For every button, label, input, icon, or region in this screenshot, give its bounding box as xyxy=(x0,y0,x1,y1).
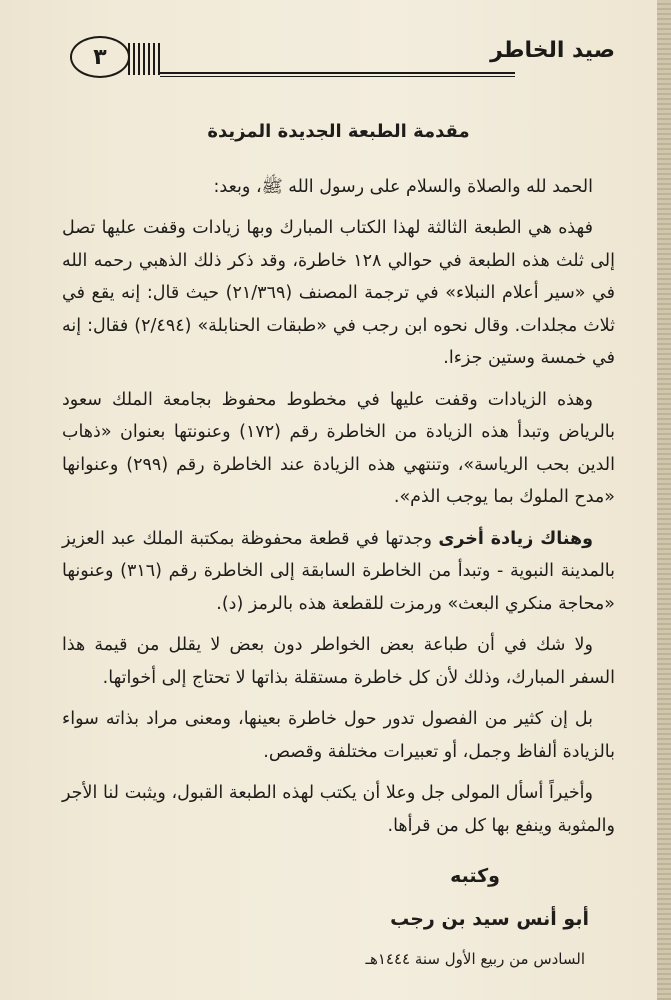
paragraph xyxy=(62,384,615,514)
header-rule xyxy=(160,72,515,74)
paragraph xyxy=(62,777,615,842)
signature-block xyxy=(62,860,615,976)
paragraph xyxy=(62,212,615,375)
signature-label: وكتبه xyxy=(450,865,500,887)
signature-date: السادس من ربيع الأول سنة ١٤٤٤هـ xyxy=(365,950,585,968)
page-edges xyxy=(657,0,671,1000)
paragraph-text: الحمد لله والصلاة والسلام على رسول الله ﷺ، وبعد: xyxy=(213,176,593,197)
header-rule-thin xyxy=(160,76,515,77)
page-number: ٣ xyxy=(70,36,130,78)
paragraph-text: ولا شك في أن طباعة بعض الخواطر دون بعض لا يقلل من قيمة هذا السفر المبارك، وذلك لأن كل خاطرة مستقلة بذاتها لا تحتاج إلى أخواتها. xyxy=(62,635,615,688)
paragraph xyxy=(62,171,615,204)
paragraph-text: وهذه الزيادات وقفت عليها في مخطوط محفوظ بجامعة الملك سعود بالرياض وتبدأ هذه الزيادة من الخاطرة رقم (١٧٢) وعنونتها بعنوان «ذهاب الدين بحب الرياسة»، وتنتهي هذه الزيادة عند الخاطرة رقم (٢٩٩) وعنوانها «مدح الملوك بما يوجب الذم». xyxy=(62,389,615,507)
author-name: أبو أنس سيد بن رجب xyxy=(390,907,589,930)
paragraph-lead: وهناك زيادة أخرى xyxy=(438,528,593,549)
section-heading: مقدمة الطبعة الجديدة المزيدة xyxy=(207,121,470,142)
paragraph-text: بل إن كثير من الفصول تدور حول خاطرة بعينها، ومعنى مراد بذاته سواء بالزيادة ألفاظ وجمل، أو تعبيرات مختلفة وقصص. xyxy=(62,709,615,762)
paragraph xyxy=(62,703,615,768)
page-content xyxy=(62,116,615,976)
paragraph-text: وجدتها في قطعة محفوظة بمكتبة الملك عبد العزيز بالمدينة النبوية - وتبدأ من الخاطرة السابقة إلى الخاطرة رقم (٣١٦) وعنونها «محاجة منكري البعث» ورمزت للقطعة هذه بالرمز (د). xyxy=(62,528,615,614)
header-hatch-ornament xyxy=(128,43,160,75)
paragraph xyxy=(62,629,615,694)
running-header xyxy=(70,36,615,76)
paragraph xyxy=(62,523,615,621)
paragraph-text: فهذه هي الطبعة الثالثة لهذا الكتاب المبارك وبها زيادات وقفت عليها تصل إلى ثلث هذه الطبعة في حوالي ١٢٨ خاطرة، وقد ذكر ذلك الذهبي رحمه الله في «سير أعلام النبلاء» في ترجمة المصنف (٢١/٣٦٩) حيث قال: إنه يقع في ثلاث مجلدات. وقال نحوه ابن رجب في «طبقات الحنابلة» (٢/٤٩٤) فقال: إنه في خمسة وستين جزءا. xyxy=(62,218,615,368)
running-title: صيد الخاطر xyxy=(490,38,615,63)
paragraph-text: وأخيراً أسأل المولى جل وعلا أن يكتب لهذه الطبعة القبول، ويثبت لنا الأجر والمثوبة وينفع بها كل من قرأها. xyxy=(62,783,615,836)
